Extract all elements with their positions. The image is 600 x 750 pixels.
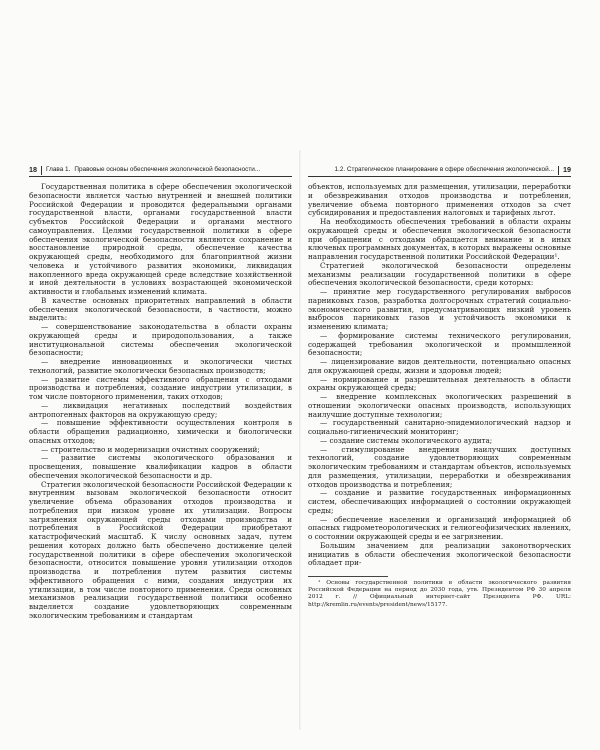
- list-item: — строительство и модернизация очистных сооружений;: [41, 444, 260, 454]
- list-item: — совершенствование законодательства в области охраны окружающей среды и природопользования, а также институциональной системы обеспечения экологической безопасности;: [29, 322, 292, 358]
- paragraph: Стратегия экологической безопасности Российской Федерации к внутренним вызовам экологической безопасности относит увеличение объема образования отходов производства и потребления при низком уровне их утилизации. Вопросы загрязнения окружающей среды отходами производства и потребления в Российской Федерации приобретают катастрофический масштаб. К числу основных задач, путем решения которых должно быть обеспечено достижение целей государственной политики в сфере обеспечения экологической безопасности, относится повышение уровня утилизации отходов производства и потребления путем развития системы эффективного обращения с ними, создания индустрии их утилизации, в том числе повторного применения. Среди основных механизмов реализации государственной политики особенно выделяется создание удовлетворяющих современным экологическим требованиям и стандартам: [29, 479, 292, 620]
- header-separator: [41, 166, 42, 175]
- list-item: — повышение эффективности осуществления контроля в области обращения радиационно, химически и биологически опасных отходов;: [29, 418, 292, 445]
- paragraph: объектов, используемых для размещения, утилизации, переработки и обезвреживания отходов производства и потребления, увеличение объема повторного применения отходов за счет субсидирования и предоставления налоговых и тарифных льгот.: [308, 182, 571, 218]
- list-item: — лицензирование видов деятельности, потенциально опасных для окружающей среды, жизни и здоровья людей;: [308, 357, 571, 375]
- left-running-title: Правовые основы обеспечения экологической безопасности...: [74, 166, 261, 173]
- list-item: — ликвидация негативных последствий воздействия антропогенных факторов на окружающую среду;: [29, 400, 292, 419]
- list-item: — государственный санитарно-эпидемиологический надзор и социально-гигиенический мониторинг;: [308, 418, 571, 436]
- left-page: [29, 165, 292, 621]
- paragraph: В качестве основных приоритетных направлений в области обеспечения экологической безопасности, в частности, можно выделить:: [29, 295, 292, 323]
- right-page-body: [308, 183, 571, 568]
- right-running-head: [308, 165, 571, 177]
- paragraph: Государственная политика в сфере обеспечения экологической безопасности является частью внутренней и внешней политики Российской Федерации и проводится федеральными органами государственной власти, органами государственной власти субъектов Российской Федерации и органами местного самоуправления. Целями государственной политики в сфере обеспечения экологической безопасности являются сохранение и восстановление природной среды, обеспечение качества окружающей среды, необходимого для благоприятной жизни человека и устойчивого развития экономики, ликвидация накопленного вреда окружающей среде вследствие хозяйственной и иной деятельности в условиях возрастающей экономической активности и глобальных изменений климата.: [29, 182, 292, 296]
- left-chapter-label: Глава 1.: [46, 166, 71, 173]
- footnote-rule: [308, 576, 388, 577]
- footnote: ¹ Основы государственной политики в области экологического развития Российской Федерации на период до 2030 года, утв. Президентом РФ 30 апреля 2012 г. // Официальный интернет-сайт Президента РФ. URL: http://kremlin.ru/events/president/news/15177.: [308, 580, 571, 608]
- book-gutter: [299, 150, 301, 730]
- right-page-number: 19: [563, 165, 571, 174]
- list-item: — формирование системы технического регулирования, содержащей требования экологической и промышленной безопасности;: [308, 330, 571, 358]
- list-item: — принятие мер государственного регулирования выбросов парниковых газов, разработка долгосрочных стратегий социально-экономического развития, предусматривающих низкий уровень выбросов парниковых газов и устойчивость экономики к изменению климата;: [308, 287, 571, 331]
- paragraph: На необходимость обеспечения требований в области охраны окружающей среды и обеспечения экологической безопасности при обращении с отходами обращается внимание и в иных ключевых программных документах, в которых выражены основные направления государственной политики Российской Федерации¹.: [308, 217, 571, 261]
- list-item: — развитие системы экологического образования и просвещения, повышение квалификации кадров в области обеспечения экологической безопасности и др.: [29, 453, 292, 480]
- paragraph: Стратегией экологической безопасности определены механизмы реализации государственной политики в сфере обеспечения экологической безопасности, среди которых:: [308, 260, 571, 288]
- list-item: — развитие системы эффективного обращения с отходами производства и потребления, создание индустрии утилизации, в том числе повторного применения, таких отходов;: [29, 374, 292, 401]
- list-item: — создание системы экологического аудита;: [320, 435, 493, 445]
- header-separator: [558, 166, 559, 175]
- left-page-body: [29, 183, 292, 621]
- list-item: — нормирование и разрешительная деятельность в области охраны окружающей среды;: [308, 374, 571, 393]
- list-item: — создание и развитие государственных информационных систем, обеспечивающих информацией о состоянии окружающей среды;: [308, 488, 571, 515]
- right-running-title: 1.2. Стратегическое планирование в сфере обеспечения экологической...: [334, 166, 554, 173]
- left-page-number: 18: [29, 165, 37, 174]
- list-item: — стимулирование внедрения наилучших доступных технологий, создание удовлетворяющих современным экологическим требованиям и стандартам объектов, используемых для размещения, утилизации, переработки и обезвреживания отходов производства и потребления;: [308, 444, 571, 489]
- right-page: [308, 165, 571, 609]
- list-item: — внедрение инновационных и экологически чистых технологий, развитие экологически безопасных производств;: [29, 357, 292, 375]
- list-item: — внедрение комплексных экологических разрешений в отношении экологически опасных производств, использующих наилучшие доступные технологии;: [308, 392, 571, 419]
- left-running-head: [29, 165, 292, 177]
- paragraph: Большим значением для реализации законотворческих инициатив в области обеспечения экологической безопасности обладает при-: [308, 540, 571, 568]
- list-item: — обеспечение населения и организаций информацией об опасных гидрометеорологических и гелиогеофизических явлениях, о состоянии окружающей среды и ее загрязнении.: [308, 514, 571, 541]
